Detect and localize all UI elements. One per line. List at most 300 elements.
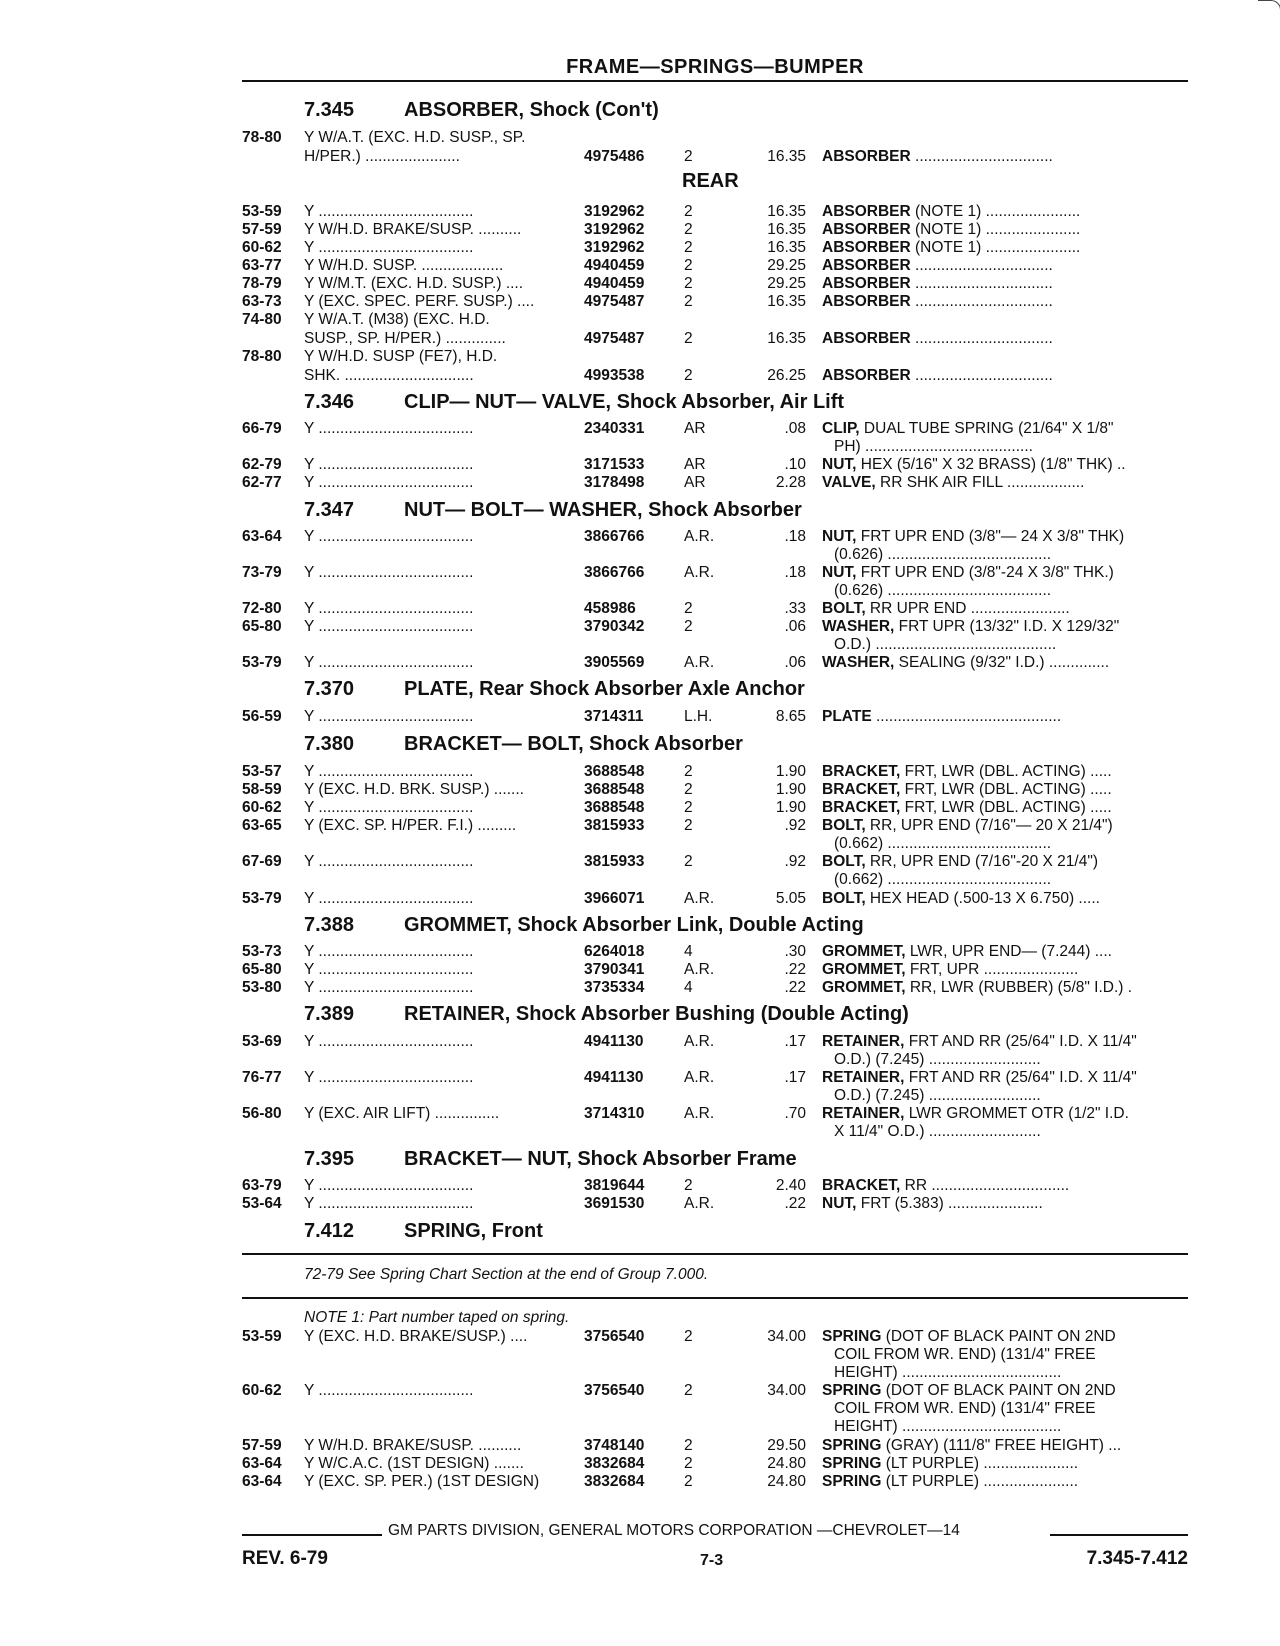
section-title: GROMMET, Shock Absorber Link, Double Acting	[404, 914, 864, 936]
part-detail: PH) .......................................	[834, 438, 1033, 455]
part-name: VALVE,	[822, 474, 876, 491]
part-detail: ...........................................	[871, 708, 1062, 725]
part-number: 3688548	[584, 781, 645, 798]
price: .10	[784, 456, 806, 473]
section-heading	[0, 731, 1280, 757]
section-heading	[0, 1218, 1280, 1244]
price: 16.35	[767, 203, 806, 220]
table-row	[0, 292, 1280, 311]
part-detail: O.D.) (7.245) ..........................	[834, 1087, 1041, 1104]
table-row	[0, 1454, 1280, 1473]
part-description	[822, 599, 1188, 618]
table-row	[0, 1194, 1280, 1213]
table-row	[0, 1032, 1280, 1051]
table-row	[0, 1050, 1280, 1069]
part-description	[822, 329, 1188, 348]
note-rule-top	[242, 1253, 1188, 1255]
application: Y ....................................	[304, 203, 474, 220]
table-row	[0, 599, 1280, 618]
part-number: 4993538	[584, 367, 645, 384]
part-description	[822, 419, 1188, 438]
table-row	[0, 816, 1280, 835]
part-number: 3178498	[584, 474, 645, 491]
section-title: BRACKET— NUT, Shock Absorber Frame	[404, 1148, 797, 1170]
price: 16.35	[767, 148, 806, 165]
footer-rule-right	[1050, 1534, 1188, 1536]
part-detail: LWR GROMMET OTR (1/2" I.D.	[904, 1105, 1129, 1122]
model-years: 57-59	[242, 1437, 282, 1454]
quantity: AR	[684, 456, 706, 473]
model-years: 76-77	[242, 1069, 282, 1086]
table-row	[0, 780, 1280, 799]
part-description	[822, 147, 1188, 166]
footer-publisher: GM PARTS DIVISION, GENERAL MOTORS CORPORATION —CHEVROLET—14	[388, 1522, 960, 1539]
quantity: A.R.	[684, 1033, 715, 1050]
part-description	[822, 274, 1188, 293]
table-row	[0, 1104, 1280, 1123]
quantity: 2	[684, 1437, 693, 1454]
model-years: 53-79	[242, 654, 282, 671]
model-years: 53-80	[242, 979, 282, 996]
table-row	[0, 1363, 1280, 1382]
table-row	[0, 635, 1280, 654]
application: Y W/H.D. SUSP. ...................	[304, 257, 504, 274]
section-number: 7.347	[304, 499, 355, 521]
price: 26.25	[767, 367, 806, 384]
section-number: 7.346	[304, 391, 355, 413]
part-description	[822, 1068, 1188, 1087]
part-number: 3192962	[584, 239, 645, 256]
model-years: 53-79	[242, 890, 282, 907]
part-detail: RR ................................	[900, 1177, 1070, 1194]
section-title: PLATE, Rear Shock Absorber Axle Anchor	[404, 678, 805, 700]
price: 1.90	[775, 781, 806, 798]
part-number: 458986	[584, 600, 636, 617]
part-description	[822, 978, 1188, 997]
application: Y ....................................	[304, 456, 474, 473]
application: Y ....................................	[304, 763, 474, 780]
table-row	[0, 545, 1280, 564]
part-detail: (DOT OF BLACK PAINT ON 2ND	[881, 1382, 1116, 1399]
application: Y ....................................	[304, 979, 474, 996]
section-title: BRACKET— BOLT, Shock Absorber	[404, 733, 743, 755]
part-description	[834, 1399, 1200, 1418]
part-name: GROMMET,	[822, 979, 906, 996]
part-description	[834, 834, 1200, 853]
part-detail: HEIGHT) .....................................	[834, 1364, 1062, 1381]
table-row	[0, 889, 1280, 908]
table-row	[0, 581, 1280, 600]
part-description	[834, 581, 1200, 600]
model-years: 62-77	[242, 474, 282, 491]
part-detail: HEX HEAD (.500-13 X 6.750) .....	[865, 890, 1100, 907]
price: .33	[784, 600, 806, 617]
header-rule	[242, 80, 1188, 82]
application: SHK. ..............................	[304, 367, 474, 384]
part-number: 3192962	[584, 203, 645, 220]
table-row	[0, 1345, 1280, 1364]
section-title: NUT— BOLT— WASHER, Shock Absorber	[404, 499, 802, 521]
price: .17	[784, 1069, 806, 1086]
part-number: 3714311	[584, 708, 644, 725]
part-detail: (NOTE 1) ......................	[910, 203, 1081, 220]
part-detail: FRT UPR END (3/8"-24 X 3/8" THK.)	[856, 564, 1114, 581]
part-detail: (0.662) ......................................	[834, 871, 1052, 888]
part-name: BRACKET,	[822, 799, 901, 816]
application: Y ....................................	[304, 564, 474, 581]
application: Y (EXC. SP. H/PER. F.I.) .........	[304, 817, 517, 834]
table-row	[0, 329, 1280, 348]
quantity: 2	[684, 275, 693, 292]
quantity: 2	[684, 1177, 693, 1194]
part-name: CLIP,	[822, 420, 860, 437]
quantity: 2	[684, 853, 693, 870]
part-description	[834, 1050, 1200, 1069]
part-name: SPRING	[822, 1382, 882, 1399]
application: Y ....................................	[304, 853, 474, 870]
application: Y ....................................	[304, 654, 474, 671]
application: Y ....................................	[304, 474, 474, 491]
part-detail: FRT (5.383) ......................	[856, 1195, 1043, 1212]
quantity: 2	[684, 239, 693, 256]
price: .06	[784, 654, 806, 671]
part-description	[822, 292, 1188, 311]
part-detail: SEALING (9/32" I.D.) ..............	[894, 654, 1110, 671]
section-title: RETAINER, Shock Absorber Bushing (Double Acting)	[404, 1003, 909, 1025]
part-description	[822, 852, 1188, 871]
quantity: 2	[684, 293, 693, 310]
quantity: AR	[684, 474, 706, 491]
quantity: AR	[684, 420, 706, 437]
part-detail: ................................	[910, 367, 1053, 384]
part-description	[822, 256, 1188, 275]
part-detail: RR, UPR END (7/16"-20 X 21/4")	[865, 853, 1099, 870]
table-row	[0, 1068, 1280, 1087]
part-detail: O.D.) (7.245) ..........................	[834, 1051, 1041, 1068]
part-number: 3819644	[584, 1177, 645, 1194]
application: Y ....................................	[304, 708, 474, 725]
part-number: 3832684	[584, 1455, 645, 1472]
part-detail: FRT UPR END (3/8"— 24 X 3/8" THK)	[856, 528, 1125, 545]
model-years: 58-59	[242, 781, 282, 798]
section-title: SPRING, Front	[404, 1220, 543, 1242]
application: Y W/A.T. (EXC. H.D. SUSP., SP.	[304, 129, 526, 146]
part-name: SPRING	[822, 1473, 882, 1490]
part-number: 6264018	[584, 943, 645, 960]
application: Y W/M.T. (EXC. H.D. SUSP.) ....	[304, 275, 524, 292]
price: .22	[784, 979, 806, 996]
application: Y W/H.D. BRAKE/SUSP. ..........	[304, 1437, 522, 1454]
page-corner-mark	[1258, 0, 1280, 15]
part-number: 3866766	[584, 564, 645, 581]
part-description	[822, 889, 1188, 908]
quantity: A.R.	[684, 528, 715, 545]
part-description	[822, 527, 1188, 546]
part-number: 3748140	[584, 1437, 645, 1454]
part-description	[822, 563, 1188, 582]
model-years: 78-80	[242, 129, 282, 146]
application: Y ....................................	[304, 239, 474, 256]
model-years: 74-80	[242, 311, 282, 328]
part-number: 3192962	[584, 221, 645, 238]
note-rule-bottom	[242, 1297, 1188, 1299]
part-number: 4975487	[584, 293, 645, 310]
part-detail: ................................	[910, 148, 1053, 165]
model-years: 53-57	[242, 763, 282, 780]
part-detail: FRT, LWR (DBL. ACTING) .....	[900, 781, 1112, 798]
part-number: 3790342	[584, 618, 645, 635]
part-detail: X 11/4" O.D.) ..........................	[834, 1123, 1041, 1140]
model-years: 78-79	[242, 275, 282, 292]
application: Y (EXC. SPEC. PERF. SUSP.) ....	[304, 293, 535, 310]
part-name: WASHER,	[822, 618, 895, 635]
part-name: NUT,	[822, 456, 857, 473]
part-name: NUT,	[822, 1195, 857, 1212]
part-description	[822, 455, 1188, 474]
part-name: RETAINER,	[822, 1069, 905, 1086]
part-name: RETAINER,	[822, 1105, 905, 1122]
part-name: NUT,	[822, 564, 857, 581]
model-years: 63-64	[242, 1455, 282, 1472]
section-number: 7.395	[304, 1148, 355, 1170]
model-years: 63-64	[242, 528, 282, 545]
section-number: 7.412	[304, 1220, 355, 1242]
table-row	[0, 128, 1280, 147]
part-detail: FRT AND RR (25/64" I.D. X 11/4"	[904, 1069, 1137, 1086]
part-number: 4941130	[584, 1033, 644, 1050]
part-number: 3756540	[584, 1382, 645, 1399]
application: Y (EXC. H.D. BRAKE/SUSP.) ....	[304, 1328, 528, 1345]
part-number: 4975487	[584, 330, 645, 347]
application: Y (EXC. H.D. BRK. SUSP.) .......	[304, 781, 524, 798]
quantity: 2	[684, 148, 693, 165]
part-description	[822, 1472, 1188, 1491]
part-description	[822, 960, 1188, 979]
table-row	[0, 563, 1280, 582]
price: 29.25	[767, 257, 806, 274]
part-description	[822, 1436, 1188, 1455]
application: Y ....................................	[304, 528, 474, 545]
part-detail: FRT, UPR ......................	[905, 961, 1079, 978]
quantity: 4	[684, 943, 693, 960]
quantity: 2	[684, 203, 693, 220]
part-detail: RR SHK AIR FILL ..................	[875, 474, 1085, 491]
part-name: BOLT,	[822, 600, 866, 617]
application: Y ....................................	[304, 1033, 474, 1050]
part-description	[822, 1032, 1188, 1051]
table-row	[0, 527, 1280, 546]
table-row	[0, 960, 1280, 979]
part-name: SPRING	[822, 1437, 882, 1454]
part-number: 3815933	[584, 817, 645, 834]
application: Y W/A.T. (M38) (EXC. H.D.	[304, 311, 490, 328]
part-detail: FRT UPR (13/32" I.D. X 129/32"	[894, 618, 1120, 635]
price: 1.90	[775, 799, 806, 816]
part-number: 4975486	[584, 148, 645, 165]
part-name: ABSORBER	[822, 293, 911, 310]
part-name: ABSORBER	[822, 203, 911, 220]
part-description	[834, 437, 1200, 456]
part-name: BOLT,	[822, 890, 866, 907]
section-heading	[0, 1146, 1280, 1172]
part-detail: LWR, UPR END— (7.244) ....	[905, 943, 1112, 960]
part-detail: ................................	[910, 293, 1053, 310]
quantity: 2	[684, 600, 693, 617]
quantity: 2	[684, 763, 693, 780]
quantity: A.R.	[684, 1105, 715, 1122]
table-row	[0, 1417, 1280, 1436]
table-row	[0, 220, 1280, 239]
part-number: 3688548	[584, 799, 645, 816]
part-number: 3866766	[584, 528, 645, 545]
part-name: GROMMET,	[822, 961, 906, 978]
application: Y W/C.A.C. (1ST DESIGN) .......	[304, 1455, 524, 1472]
part-description	[834, 870, 1200, 889]
model-years: 62-79	[242, 456, 282, 473]
part-number: 3714310	[584, 1105, 645, 1122]
table-row	[0, 1327, 1280, 1346]
section-number: 7.370	[304, 678, 355, 700]
section-heading	[0, 389, 1280, 415]
part-name: RETAINER,	[822, 1033, 905, 1050]
price: 5.05	[775, 890, 806, 907]
price: .08	[784, 420, 806, 437]
application: Y W/H.D. BRAKE/SUSP. ..........	[304, 221, 522, 238]
quantity: A.R.	[684, 1069, 715, 1086]
part-detail: ................................	[910, 330, 1053, 347]
quantity: A.R.	[684, 890, 715, 907]
application: Y (EXC. SP. PER.) (1ST DESIGN)	[304, 1473, 540, 1490]
part-detail: DUAL TUBE SPRING (21/64" X 1/8"	[859, 420, 1114, 437]
table-row	[0, 1472, 1280, 1491]
part-name: ABSORBER	[822, 330, 911, 347]
part-detail: (0.626) ......................................	[834, 582, 1052, 599]
part-number: 2340331	[584, 420, 645, 437]
note-text: NOTE 1: Part number taped on spring.	[304, 1309, 570, 1326]
quantity: 2	[684, 799, 693, 816]
part-description	[834, 1086, 1200, 1105]
table-row	[0, 978, 1280, 997]
section-heading	[0, 676, 1280, 702]
price: 16.35	[767, 221, 806, 238]
application: Y ....................................	[304, 1382, 474, 1399]
part-description	[822, 473, 1188, 492]
model-years: 66-79	[242, 420, 282, 437]
part-detail: COIL FROM WR. END) (131/4" FREE	[834, 1400, 1096, 1417]
price: 29.50	[767, 1437, 806, 1454]
price: .92	[784, 817, 806, 834]
application: Y ....................................	[304, 618, 474, 635]
part-detail: RR UPR END .......................	[865, 600, 1070, 617]
section-number: 7.380	[304, 733, 355, 755]
price: .22	[784, 1195, 806, 1212]
part-description	[822, 1327, 1188, 1346]
quantity: 2	[684, 257, 693, 274]
part-number: 3832684	[584, 1473, 645, 1490]
part-description	[834, 545, 1200, 564]
table-row	[0, 707, 1280, 726]
part-detail: (DOT OF BLACK PAINT ON 2ND	[881, 1328, 1116, 1345]
table-row	[0, 870, 1280, 889]
model-years: 63-79	[242, 1177, 282, 1194]
section-heading	[0, 912, 1280, 938]
quantity: 2	[684, 618, 693, 635]
table-row	[0, 1436, 1280, 1455]
part-description	[822, 1104, 1188, 1123]
part-name: BRACKET,	[822, 1177, 901, 1194]
quantity: 2	[684, 781, 693, 798]
section-heading	[0, 1001, 1280, 1027]
price: 16.35	[767, 293, 806, 310]
quantity: A.R.	[684, 1195, 715, 1212]
section-title: ABSORBER, Shock (Con't)	[404, 99, 659, 121]
footer-rule-left	[242, 1534, 382, 1536]
part-description	[822, 762, 1188, 781]
part-detail: (LT PURPLE) ......................	[881, 1455, 1079, 1472]
quantity: 4	[684, 979, 693, 996]
model-years: 60-62	[242, 239, 282, 256]
part-description	[822, 366, 1188, 385]
model-years: 63-73	[242, 293, 282, 310]
model-years: 65-80	[242, 618, 282, 635]
part-name: ABSORBER	[822, 221, 911, 238]
footer-revision: REV. 6-79	[242, 1548, 328, 1569]
table-row	[0, 147, 1280, 166]
part-number: 3756540	[584, 1328, 645, 1345]
price: 8.65	[775, 708, 806, 725]
part-number: 3171533	[584, 456, 645, 473]
price: .18	[784, 528, 806, 545]
table-row	[0, 1122, 1280, 1141]
price: .06	[784, 618, 806, 635]
part-name: NUT,	[822, 528, 857, 545]
table-row	[0, 238, 1280, 257]
section-number: 7.389	[304, 1003, 355, 1025]
section-number: 7.345	[304, 99, 355, 121]
part-name: GROMMET,	[822, 943, 906, 960]
quantity: A.R.	[684, 961, 715, 978]
part-name: ABSORBER	[822, 367, 911, 384]
part-detail: FRT AND RR (25/64" I.D. X 11/4"	[904, 1033, 1137, 1050]
part-description	[822, 942, 1188, 961]
part-number: 3790341	[584, 961, 645, 978]
quantity: 2	[684, 367, 693, 384]
section-title: CLIP— NUT— VALVE, Shock Absorber, Air Lift	[404, 391, 845, 413]
table-row	[0, 202, 1280, 221]
model-years: 56-59	[242, 708, 282, 725]
part-description	[822, 238, 1188, 257]
model-years: 78-80	[242, 348, 282, 365]
part-detail: ................................	[910, 257, 1053, 274]
model-years: 57-59	[242, 221, 282, 238]
price: 1.90	[775, 763, 806, 780]
part-detail: HEX (5/16" X 32 BRASS) (1/8" THK) ..	[856, 456, 1126, 473]
table-row	[0, 274, 1280, 293]
model-years: 53-64	[242, 1195, 282, 1212]
part-name: BRACKET,	[822, 781, 901, 798]
table-row	[0, 473, 1280, 492]
table-row	[0, 1399, 1280, 1418]
application: SUSP., SP. H/PER.) ..............	[304, 330, 506, 347]
model-years: 53-73	[242, 943, 282, 960]
quantity: 2	[684, 221, 693, 238]
part-number: 3691530	[584, 1195, 645, 1212]
price: 2.28	[775, 474, 806, 491]
part-name: BOLT,	[822, 817, 866, 834]
table-row	[0, 762, 1280, 781]
part-description	[834, 1363, 1200, 1382]
quantity: L.H.	[684, 708, 713, 725]
